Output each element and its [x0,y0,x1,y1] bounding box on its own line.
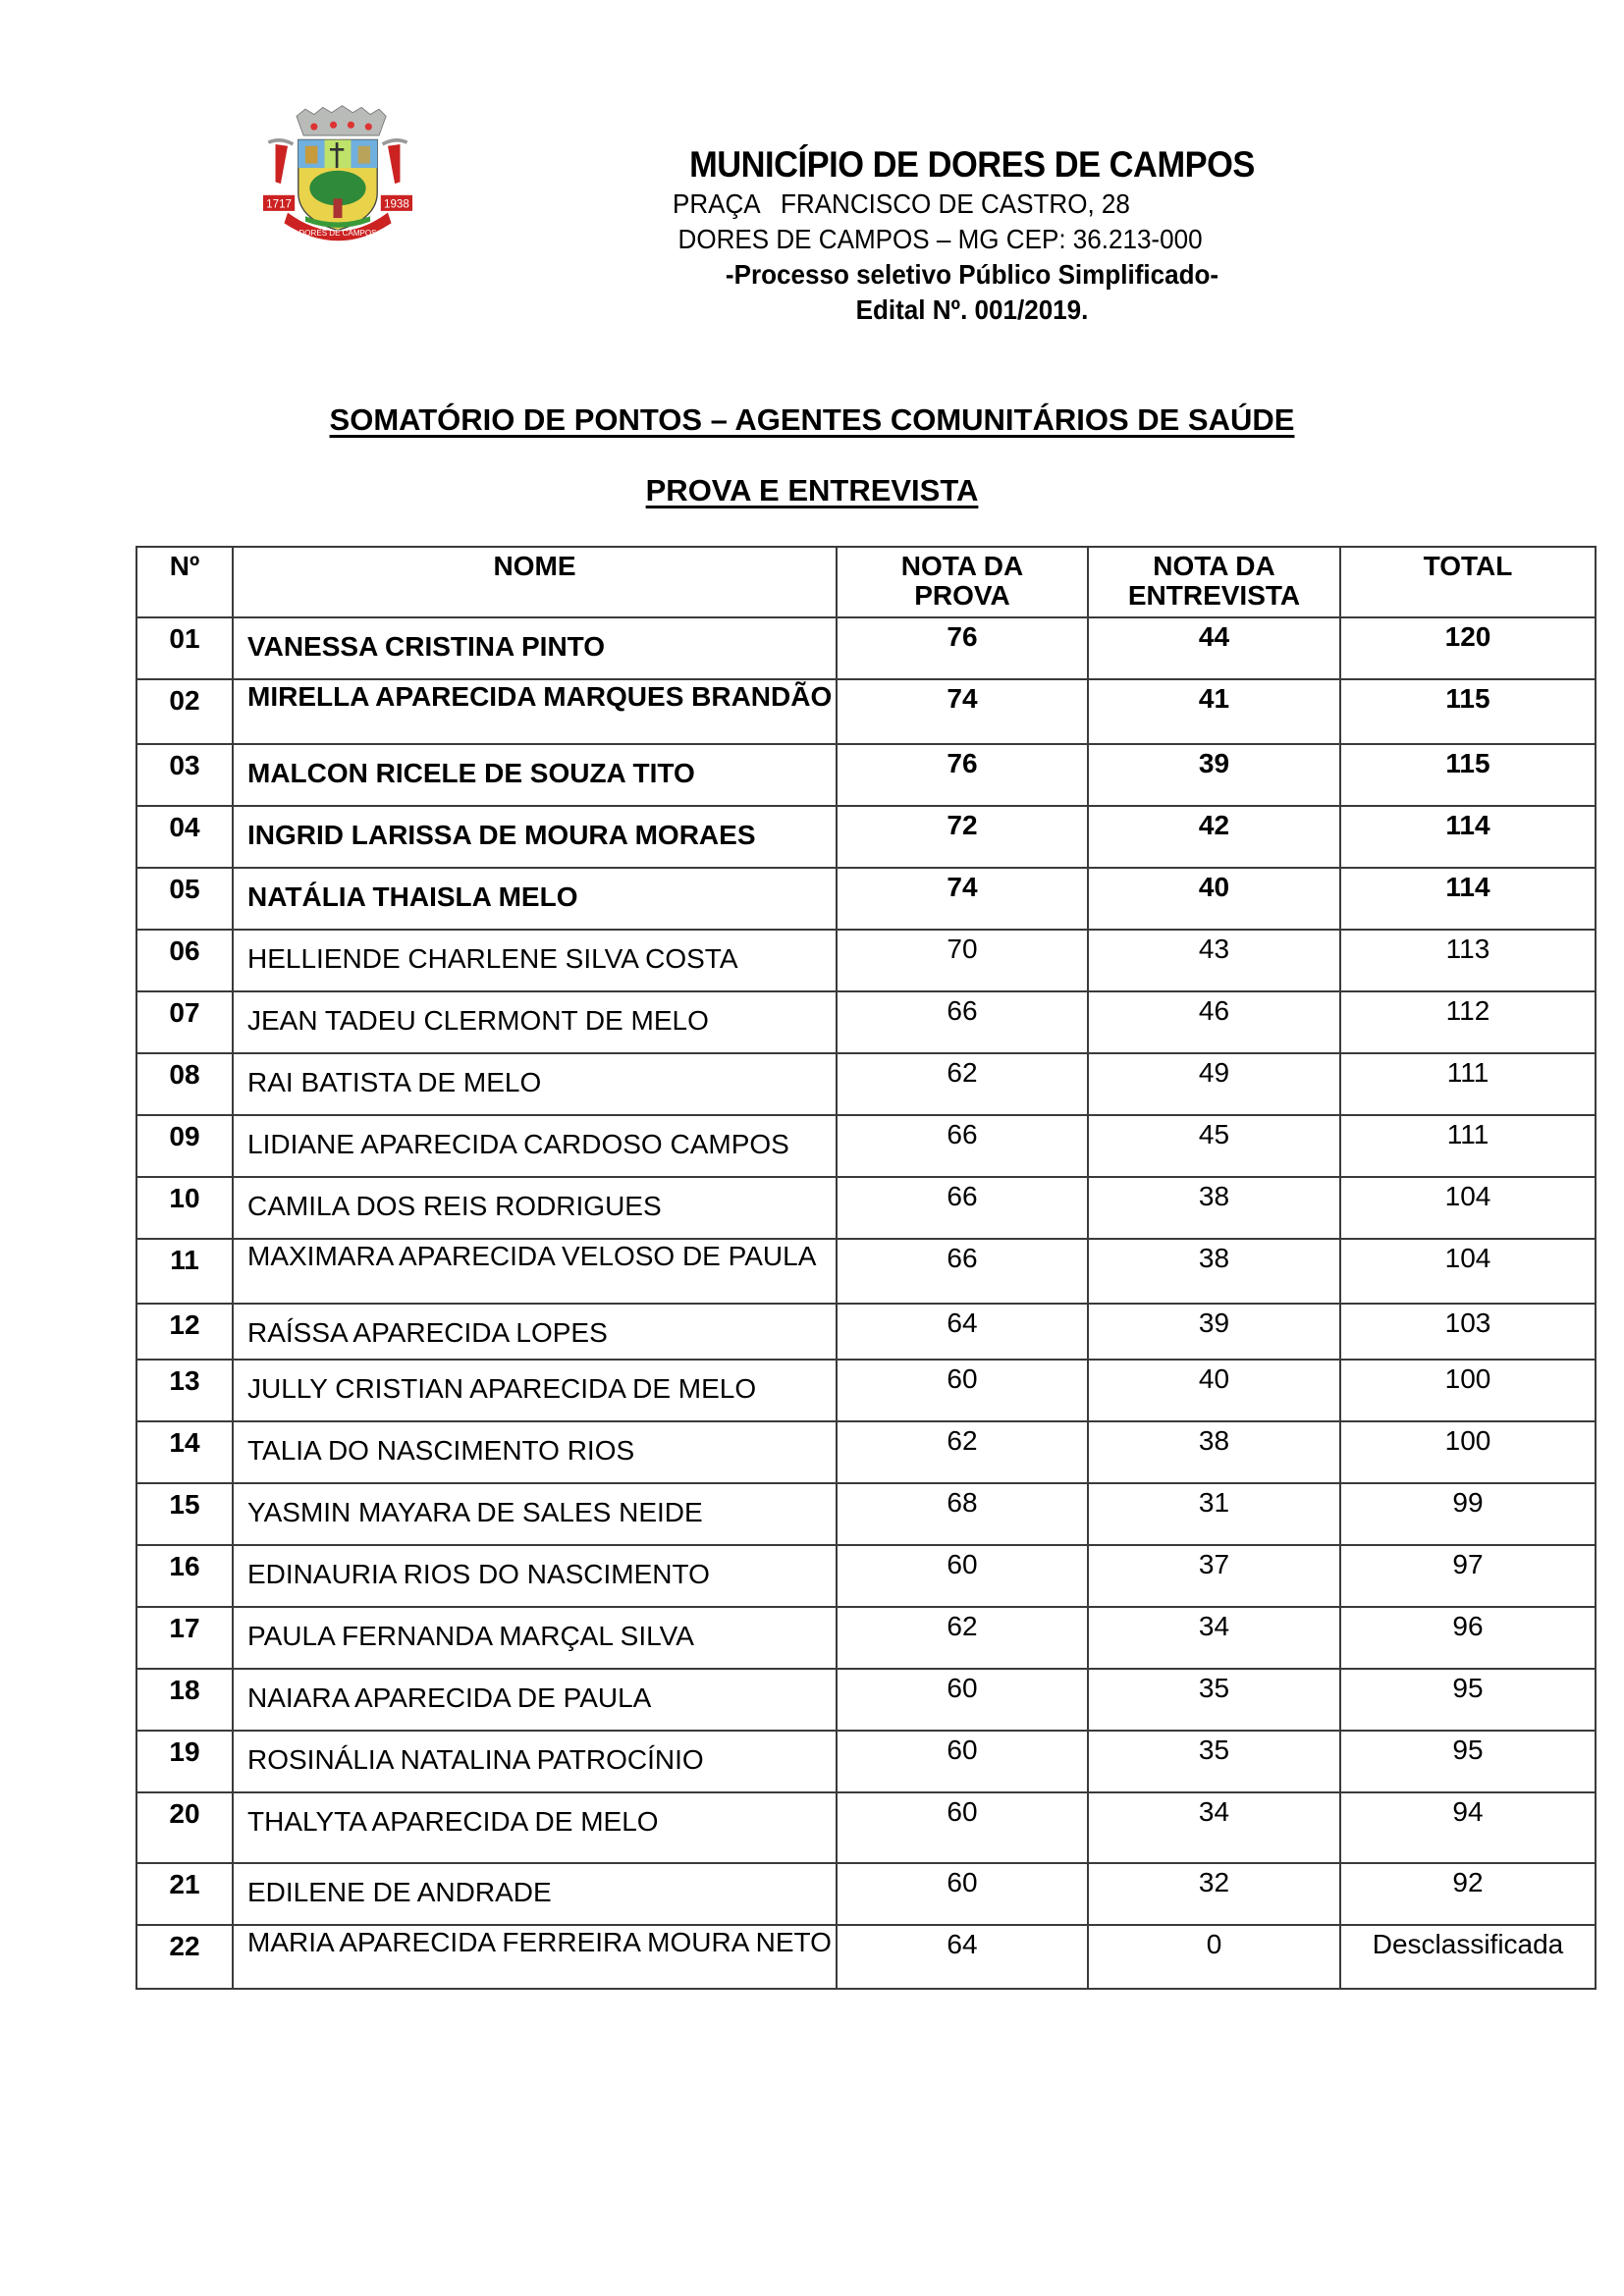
interview-score: 46 [1088,991,1340,1053]
svg-text:1717: 1717 [266,197,293,211]
exam-score: 64 [837,1925,1088,1989]
row-number: 21 [136,1863,233,1925]
exam-score: 60 [837,1669,1088,1731]
table-row [136,1863,1596,1925]
row-number: 01 [136,617,233,679]
municipality-title: MUNICÍPIO DE DORES DE CAMPOS [689,144,1255,185]
candidate-name: MARIA APARECIDA FERREIRA MOURA NETO [233,1925,837,1989]
candidate-name: EDINAURIA RIOS DO NASCIMENTO [233,1545,837,1607]
exam-score: 76 [837,617,1088,679]
total-score: 114 [1340,806,1596,868]
table-row [136,1925,1596,1989]
table-row [136,1177,1596,1239]
candidate-name: MALCON RICELE DE SOUZA TITO [233,744,837,806]
interview-score: 39 [1088,744,1340,806]
candidate-name: JULLY CRISTIAN APARECIDA DE MELO [233,1360,837,1421]
total-score: 113 [1340,930,1596,991]
exam-score: 68 [837,1483,1088,1545]
total-score: 94 [1340,1792,1596,1863]
svg-text:1938: 1938 [383,197,409,211]
table-row [136,1483,1596,1545]
table-row [136,1792,1596,1863]
table-row [136,1421,1596,1483]
total-score: 111 [1340,1115,1596,1177]
column-header-exam-score: NOTA DA PROVA [837,547,1088,617]
interview-score: 34 [1088,1607,1340,1669]
table-row [136,1304,1596,1360]
row-number: 04 [136,806,233,868]
column-header-number: Nº [136,547,233,617]
total-score: 115 [1340,679,1596,744]
candidate-name: INGRID LARISSA DE MOURA MORAES [233,806,837,868]
interview-score: 43 [1088,930,1340,991]
total-score: Desclassificada [1340,1925,1596,1989]
total-score: 97 [1340,1545,1596,1607]
candidate-name: TALIA DO NASCIMENTO RIOS [233,1421,837,1483]
exam-score: 62 [837,1607,1088,1669]
candidate-name: CAMILA DOS REIS RODRIGUES [233,1177,837,1239]
column-header-name: NOME [233,547,837,617]
coat-of-arms-logo [263,98,412,247]
candidate-name: EDILENE DE ANDRADE [233,1863,837,1925]
total-score: 104 [1340,1239,1596,1304]
exam-score: 62 [837,1421,1088,1483]
table-header-row [136,547,1596,617]
interview-score: 49 [1088,1053,1340,1115]
table-row [136,1360,1596,1421]
interview-score: 40 [1088,868,1340,930]
column-header-interview-score: NOTA DA ENTREVISTA [1088,547,1340,617]
candidate-name: VANESSA CRISTINA PINTO [233,617,837,679]
interview-score: 39 [1088,1304,1340,1360]
interview-score: 37 [1088,1545,1340,1607]
total-score: 111 [1340,1053,1596,1115]
row-number: 22 [136,1925,233,1989]
table-row [136,1053,1596,1115]
table-row [136,679,1596,744]
exam-score: 66 [837,991,1088,1053]
process-name: -Processo seletivo Público Simplificado- [725,259,1219,290]
table-row [136,617,1596,679]
row-number: 08 [136,1053,233,1115]
table-row [136,930,1596,991]
table-row [136,1239,1596,1304]
total-score: 99 [1340,1483,1596,1545]
total-score: 104 [1340,1177,1596,1239]
exam-score: 60 [837,1360,1088,1421]
row-number: 02 [136,679,233,744]
total-score: 95 [1340,1731,1596,1792]
section-title: SOMATÓRIO DE PONTOS – AGENTES COMUNITÁRIOS DE SAÚDE [329,402,1295,437]
table-row [136,991,1596,1053]
address-line-2: DORES DE CAMPOS – MG CEP: 36.213-000 [677,224,1203,254]
column-header-total: TOTAL [1340,547,1596,617]
total-score: 100 [1340,1421,1596,1483]
candidate-name: LIDIANE APARECIDA CARDOSO CAMPOS [233,1115,837,1177]
candidate-name: MIRELLA APARECIDA MARQUES BRANDÃO [233,679,837,744]
table-row [136,868,1596,930]
interview-score: 38 [1088,1239,1340,1304]
interview-score: 42 [1088,806,1340,868]
row-number: 13 [136,1360,233,1421]
interview-score: 41 [1088,679,1340,744]
row-number: 19 [136,1731,233,1792]
total-score: 92 [1340,1863,1596,1925]
interview-score: 31 [1088,1483,1340,1545]
results-table [135,546,1597,1990]
row-number: 07 [136,991,233,1053]
row-number: 20 [136,1792,233,1863]
table-row [136,1669,1596,1731]
exam-score: 66 [837,1239,1088,1304]
row-number: 05 [136,868,233,930]
candidate-name: JEAN TADEU CLERMONT DE MELO [233,991,837,1053]
table-row [136,744,1596,806]
svg-text:DORES DE CAMPOS: DORES DE CAMPOS [298,228,377,238]
interview-score: 38 [1088,1177,1340,1239]
row-number: 12 [136,1304,233,1360]
interview-score: 38 [1088,1421,1340,1483]
candidate-name: MAXIMARA APARECIDA VELOSO DE PAULA [233,1239,837,1304]
candidate-name: RAI BATISTA DE MELO [233,1053,837,1115]
exam-score: 76 [837,744,1088,806]
row-number: 03 [136,744,233,806]
row-number: 15 [136,1483,233,1545]
row-number: 18 [136,1669,233,1731]
exam-score: 60 [837,1863,1088,1925]
address-line-1: PRAÇA FRANCISCO DE CASTRO, 28 [672,188,1130,219]
total-score: 112 [1340,991,1596,1053]
interview-score: 35 [1088,1731,1340,1792]
exam-score: 66 [837,1177,1088,1239]
candidate-name: THALYTA APARECIDA DE MELO [233,1792,837,1863]
table-row [136,1545,1596,1607]
row-number: 09 [136,1115,233,1177]
exam-score: 66 [837,1115,1088,1177]
edital-number: Edital Nº. 001/2019. [855,294,1089,325]
row-number: 16 [136,1545,233,1607]
exam-score: 72 [837,806,1088,868]
row-number: 06 [136,930,233,991]
total-score: 100 [1340,1360,1596,1421]
section-subtitle: PROVA E ENTREVISTA [645,473,979,507]
interview-score: 45 [1088,1115,1340,1177]
exam-score: 74 [837,868,1088,930]
total-score: 95 [1340,1669,1596,1731]
candidate-name: ROSINÁLIA NATALINA PATROCÍNIO [233,1731,837,1792]
interview-score: 0 [1088,1925,1340,1989]
interview-score: 35 [1088,1669,1340,1731]
interview-score: 40 [1088,1360,1340,1421]
total-score: 120 [1340,617,1596,679]
interview-score: 32 [1088,1863,1340,1925]
table-row [136,806,1596,868]
row-number: 17 [136,1607,233,1669]
exam-score: 70 [837,930,1088,991]
table-row [136,1731,1596,1792]
candidate-name: PAULA FERNANDA MARÇAL SILVA [233,1607,837,1669]
row-number: 14 [136,1421,233,1483]
candidate-name: HELLIENDE CHARLENE SILVA COSTA [233,930,837,991]
interview-score: 44 [1088,617,1340,679]
exam-score: 64 [837,1304,1088,1360]
candidate-name: YASMIN MAYARA DE SALES NEIDE [233,1483,837,1545]
letterhead [589,143,1355,328]
exam-score: 60 [837,1545,1088,1607]
total-score: 103 [1340,1304,1596,1360]
candidate-name: NAIARA APARECIDA DE PAULA [233,1669,837,1731]
total-score: 115 [1340,744,1596,806]
row-number: 10 [136,1177,233,1239]
exam-score: 60 [837,1731,1088,1792]
table-row [136,1115,1596,1177]
total-score: 114 [1340,868,1596,930]
total-score: 96 [1340,1607,1596,1669]
row-number: 11 [136,1239,233,1304]
exam-score: 74 [837,679,1088,744]
table-row [136,1607,1596,1669]
exam-score: 62 [837,1053,1088,1115]
exam-score: 60 [837,1792,1088,1863]
interview-score: 34 [1088,1792,1340,1863]
candidate-name: NATÁLIA THAISLA MELO [233,868,837,930]
candidate-name: RAÍSSA APARECIDA LOPES [233,1304,837,1360]
